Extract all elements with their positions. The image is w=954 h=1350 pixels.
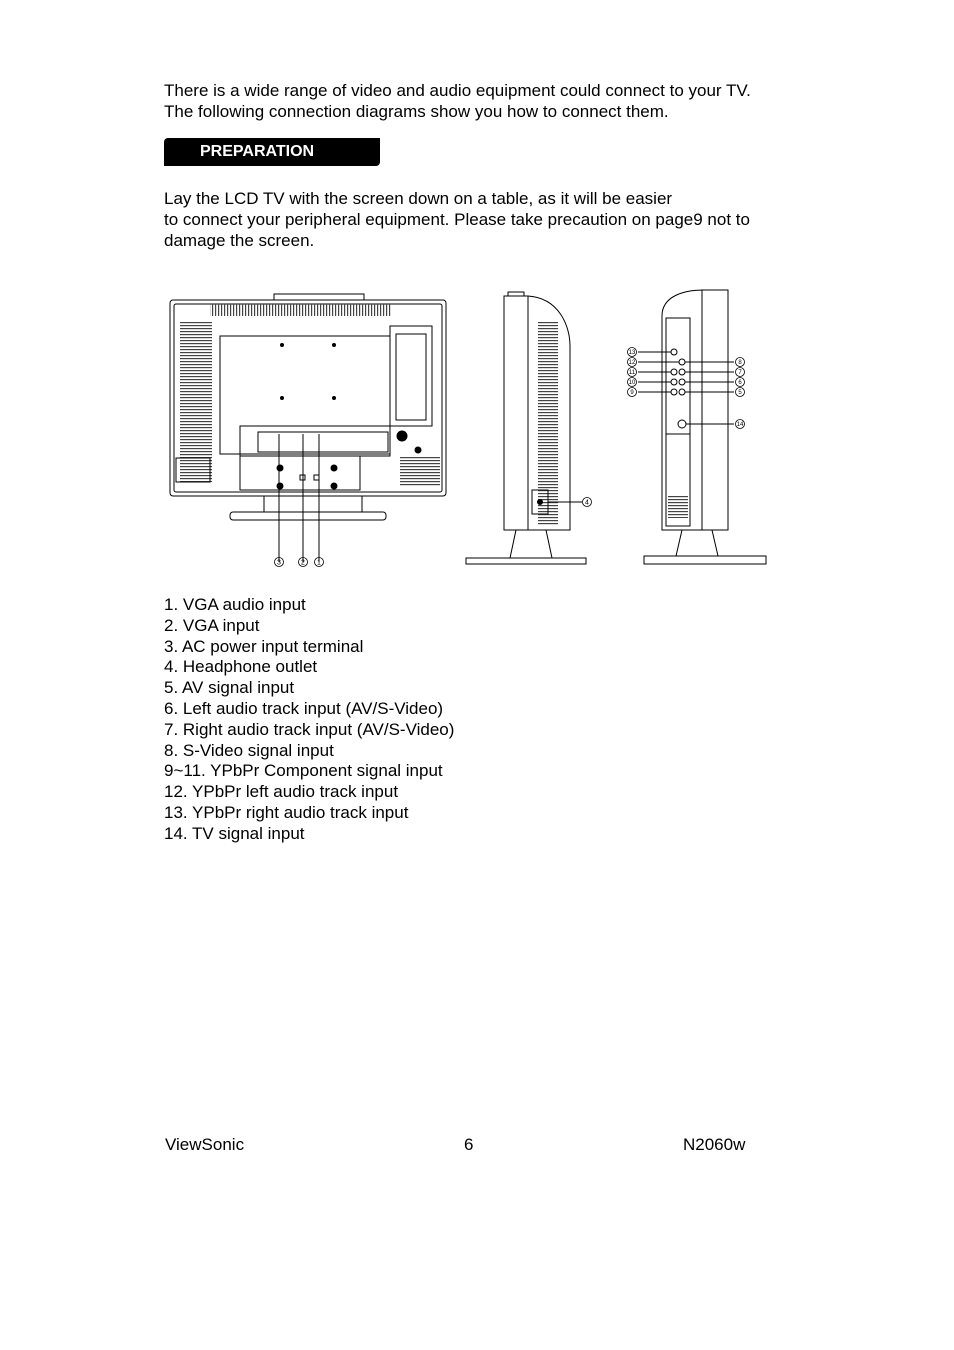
- callout-13: 13: [628, 350, 636, 356]
- section-label-preparation: PREPARATION: [164, 138, 380, 166]
- callout-10: 10: [628, 380, 636, 386]
- footer-page-number: 6: [464, 1135, 474, 1154]
- callout-8: 8: [738, 360, 742, 366]
- side-view-left: [466, 292, 586, 564]
- callout-7: 7: [738, 370, 742, 376]
- preparation-line-3: damage the screen.: [164, 231, 315, 250]
- callout-14: 14: [736, 422, 744, 428]
- intro-line-1: There is a wide range of video and audio equipment could connect to your TV.: [164, 81, 751, 100]
- list-item: 14. TV signal input: [164, 823, 305, 843]
- list-item: 3. AC power input terminal: [164, 636, 364, 656]
- list-item: 13. YPbPr right audio track input: [164, 802, 409, 822]
- preparation-line-2: to connect your peripheral equipment. Please take precaution on page9 not to: [164, 210, 750, 229]
- callout-12: 12: [628, 360, 636, 366]
- callout-11: 11: [628, 370, 636, 376]
- footer-model: N2060w: [683, 1135, 746, 1154]
- callout-1: 1: [317, 559, 321, 567]
- intro-line-2: The following connection diagrams show you how to connect them.: [164, 102, 669, 121]
- callout-3: 3: [277, 559, 281, 567]
- list-item: 4. Headphone outlet: [164, 657, 318, 677]
- list-item: 5. AV signal input: [164, 678, 295, 698]
- side-view-right: [638, 290, 766, 564]
- callout-5: 5: [738, 390, 742, 396]
- callout-2: 2: [301, 559, 305, 567]
- callout-6: 6: [738, 380, 742, 386]
- callout-9: 9: [630, 390, 634, 396]
- list-item: 1. VGA audio input: [164, 595, 306, 614]
- rear-view: [170, 294, 446, 562]
- list-item: 6. Left audio track input (AV/S-Video): [164, 698, 444, 718]
- list-item: 9~11. YPbPr Component signal input: [164, 761, 443, 781]
- footer-brand: ViewSonic: [165, 1135, 245, 1154]
- callout-4: 4: [585, 499, 589, 507]
- tv-connection-diagram: [164, 286, 776, 572]
- list-item: 2. VGA input: [164, 615, 260, 635]
- list-item: 8. S-Video signal input: [164, 740, 334, 760]
- connector-list: [164, 595, 454, 845]
- list-item: 12. YPbPr left audio track input: [164, 782, 399, 802]
- preparation-line-1: Lay the LCD TV with the screen down on a table, as it will be easier: [164, 189, 673, 208]
- list-item: 7. Right audio track input (AV/S-Video): [164, 719, 455, 739]
